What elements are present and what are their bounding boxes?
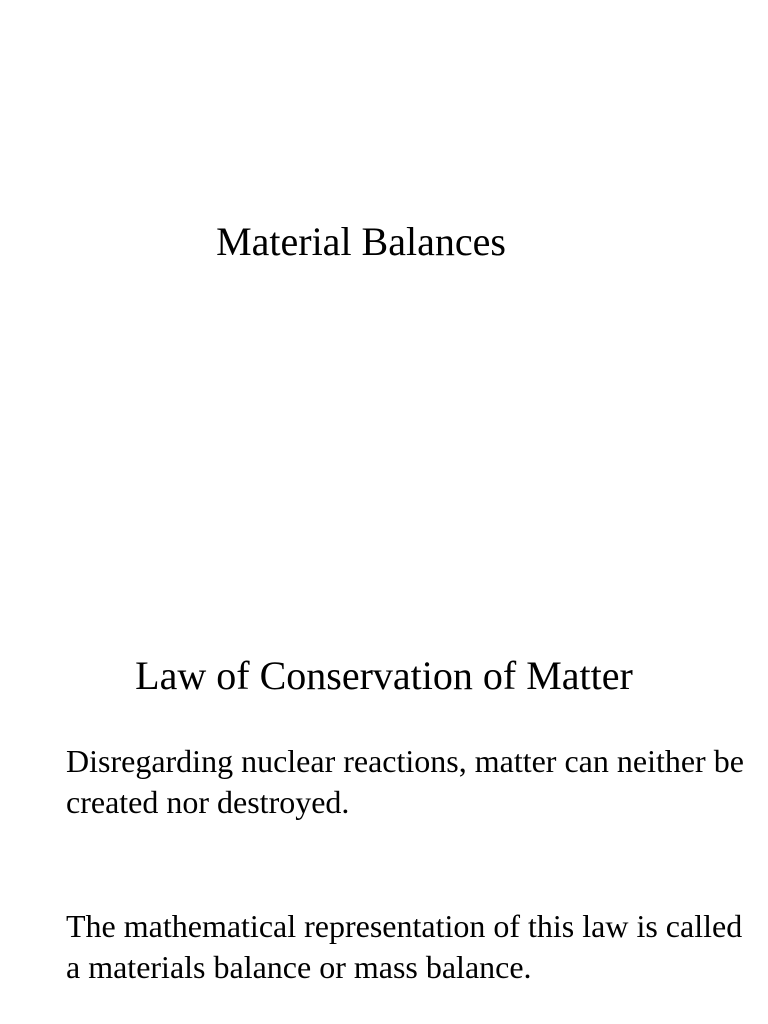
- slide-title: Material Balances: [216, 219, 506, 264]
- slide-heading: Law of Conservation of Matter: [135, 653, 633, 698]
- body-paragraph-definition: Disregarding nuclear reactions, matter can neither be created nor destroyed.: [66, 743, 744, 820]
- content-slide: [0, 600, 768, 1024]
- body-paragraph-representation: The mathematical representation of this law is called a materials balance or mass balance.: [66, 908, 743, 985]
